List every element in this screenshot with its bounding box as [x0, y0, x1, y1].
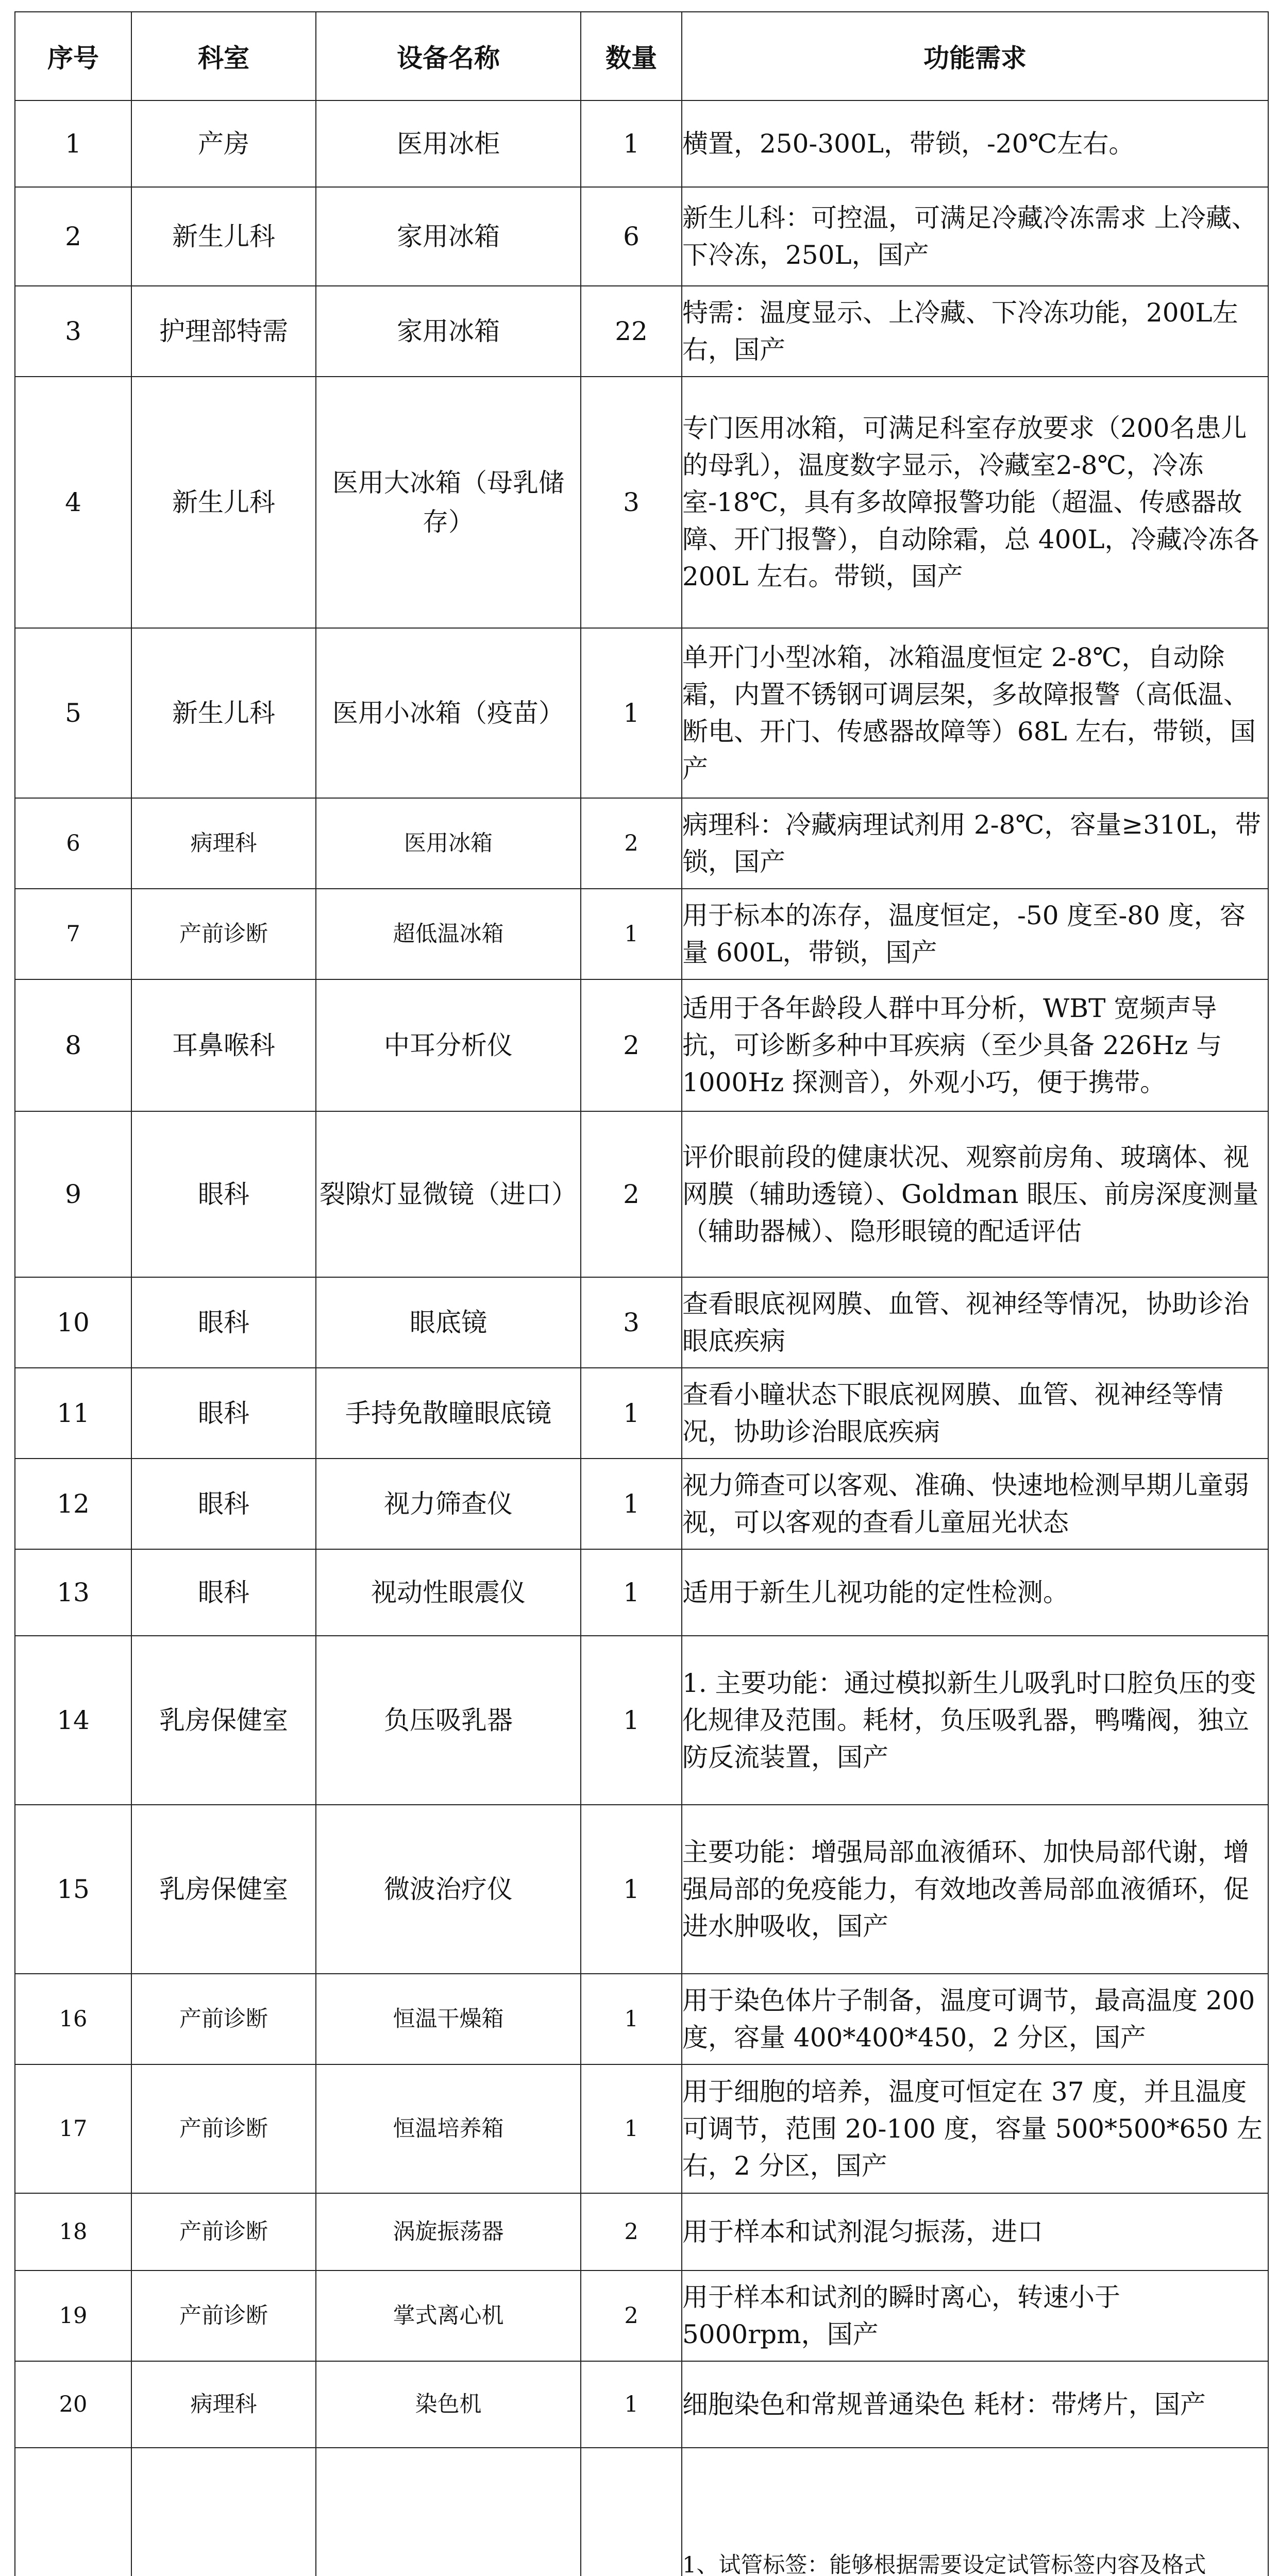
function-line: 1、试管标签：能够根据需要设定试管标签内容及格式: [682, 2552, 1206, 2576]
row-dept: 病理科: [131, 2361, 316, 2448]
row-function: 查看眼底视网膜、血管、视神经等情况，协助诊治眼底疾病: [682, 1277, 1268, 1368]
row-function: 用于细胞的培养，温度可恒定在 37 度，并且温度可调节，范围 20-100 度，容量 500*500*650 左右，2 分区，国产: [682, 2064, 1268, 2193]
row-qty: 1: [581, 628, 682, 798]
table-row: [15, 1805, 1268, 1974]
row-function: 专门医用冰箱，可满足科室存放要求（200名患儿的母乳），温度数字显示，冷藏室2-8℃，冷冻室-18℃，具有多故障报警功能（超温、传感器故障、开门报警），自动除霜，总 400L，冷藏冷冻各 200L 左右。带锁，国产: [682, 377, 1268, 628]
row-no: 18: [15, 2193, 131, 2270]
table-row: [15, 377, 1268, 628]
header-no: 序号: [15, 12, 131, 100]
row-qty: 1: [581, 100, 682, 187]
row-qty: 2: [581, 2193, 682, 2270]
row-no: 5: [15, 628, 131, 798]
row-equipment-name: 恒温干燥箱: [316, 1974, 581, 2064]
row-equipment-name: 掌式离心机: [316, 2270, 581, 2361]
row-dept: 眼科: [131, 1549, 316, 1636]
table-row: [15, 628, 1268, 798]
table-row: [15, 2361, 1268, 2448]
row-function: 用于样本和试剂混匀振荡，进口: [682, 2193, 1268, 2270]
row-no: 1: [15, 100, 131, 187]
table-row: [15, 1549, 1268, 1636]
row-no: 20: [15, 2361, 131, 2448]
row-function: 评价眼前段的健康状况、观察前房角、玻璃体、视网膜（辅助透镜）、Goldman 眼压、前房深度测量（辅助器械）、隐形眼镜的配适评估: [682, 1111, 1268, 1277]
row-dept: 耳鼻喉科: [131, 979, 316, 1111]
header-qty: 数量: [581, 12, 682, 100]
row-equipment-name: 涡旋振荡器: [316, 2193, 581, 2270]
row-qty: [581, 2448, 682, 2576]
row-no: 6: [15, 798, 131, 889]
row-qty: 3: [581, 377, 682, 628]
row-equipment-name: 视动性眼震仪: [316, 1549, 581, 1636]
row-dept: 病理科: [131, 798, 316, 889]
row-dept: 产前诊断: [131, 2270, 316, 2361]
row-function: 用于染色体片子制备，温度可调节，最高温度 200 度，容量 400*400*450，2 分区，国产: [682, 1974, 1268, 2064]
table-row: [15, 1368, 1268, 1459]
header-func: 功能需求: [682, 12, 1268, 100]
row-no: 4: [15, 377, 131, 628]
row-qty: 1: [581, 1805, 682, 1974]
row-dept: 新生儿科: [131, 187, 316, 286]
row-no: 17: [15, 2064, 131, 2193]
row-qty: 3: [581, 1277, 682, 1368]
table-row: [15, 1459, 1268, 1549]
row-equipment-name: 眼底镜: [316, 1277, 581, 1368]
row-function: 单开门小型冰箱，冰箱温度恒定 2-8℃，自动除霜，内置不锈钢可调层架，多故障报警（高低温、断电、开门、传感器故障等）68L 左右，带锁，国产: [682, 628, 1268, 798]
row-function: 1. 主要功能：通过模拟新生儿吸乳时口腔负压的变化规律及范围。耗材，负压吸乳器，鸭嘴阀，独立防反流装置，国产: [682, 1636, 1268, 1805]
row-dept: 产前诊断: [131, 889, 316, 979]
row-qty: 2: [581, 798, 682, 889]
row-qty: 2: [581, 2270, 682, 2361]
table-row: [15, 286, 1268, 377]
row-qty: 22: [581, 286, 682, 377]
row-equipment-name: 中耳分析仪: [316, 979, 581, 1111]
row-equipment-name: 手持免散瞳眼底镜: [316, 1368, 581, 1459]
row-no: [15, 2448, 131, 2576]
row-equipment-name: 微波治疗仪: [316, 1805, 581, 1974]
row-no: 2: [15, 187, 131, 286]
row-dept: 眼科: [131, 1277, 316, 1368]
table-row: [15, 1277, 1268, 1368]
row-no: 9: [15, 1111, 131, 1277]
row-dept: 产房: [131, 100, 316, 187]
row-dept: [131, 2448, 316, 2576]
row-function: 适用于各年龄段人群中耳分析，WBT 宽频声导抗，可诊断多种中耳疾病（至少具备 226Hz 与 1000Hz 探测音），外观小巧，便于携带。: [682, 979, 1268, 1111]
row-equipment-name: 医用小冰箱（疫苗）: [316, 628, 581, 798]
row-equipment-name: 裂隙灯显微镜（进口）: [316, 1111, 581, 1277]
table-row: [15, 1111, 1268, 1277]
row-function: 查看小瞳状态下眼底视网膜、血管、视神经等情况，协助诊治眼底疾病: [682, 1368, 1268, 1459]
row-qty: 1: [581, 889, 682, 979]
row-equipment-name: 家用冰箱: [316, 187, 581, 286]
row-function: 特需：温度显示、上冷藏、下冷冻功能，200L左右，国产: [682, 286, 1268, 377]
row-qty: 1: [581, 1368, 682, 1459]
row-no: 14: [15, 1636, 131, 1805]
row-function: 视力筛查可以客观、准确、快速地检测早期儿童弱视，可以客观的查看儿童屈光状态: [682, 1459, 1268, 1549]
row-function: 适用于新生儿视功能的定性检测。: [682, 1549, 1268, 1636]
row-dept: 新生儿科: [131, 377, 316, 628]
table-row: [15, 100, 1268, 187]
row-dept: 眼科: [131, 1111, 316, 1277]
row-no: 15: [15, 1805, 131, 1974]
row-function: 用于标本的冻存，温度恒定，-50 度至-80 度，容量 600L，带锁，国产: [682, 889, 1268, 979]
table-row: [15, 1636, 1268, 1805]
row-dept: 眼科: [131, 1459, 316, 1549]
row-qty: 2: [581, 979, 682, 1111]
row-dept: 护理部特需: [131, 286, 316, 377]
row-equipment-name: 视力筛查仪: [316, 1459, 581, 1549]
row-equipment-name: 负压吸乳器: [316, 1636, 581, 1805]
row-function: 用于样本和试剂的瞬时离心，转速小于 5000rpm，国产: [682, 2270, 1268, 2361]
row-qty: 1: [581, 2361, 682, 2448]
row-equipment-name: 恒温培养箱: [316, 2064, 581, 2193]
header-dept: 科室: [131, 12, 316, 100]
row-dept: 产前诊断: [131, 2193, 316, 2270]
table-row: [15, 2193, 1268, 2270]
row-dept: 产前诊断: [131, 1974, 316, 2064]
row-dept: 新生儿科: [131, 628, 316, 798]
row-function: [682, 2448, 1268, 2576]
table-row: [15, 2448, 1268, 2576]
row-no: 11: [15, 1368, 131, 1459]
row-function: 病理科：冷藏病理试剂用 2-8℃，容量≥310L，带锁，国产: [682, 798, 1268, 889]
row-no: 10: [15, 1277, 131, 1368]
row-dept: 产前诊断: [131, 2064, 316, 2193]
row-qty: 1: [581, 1636, 682, 1805]
row-equipment-name: 超低温冰箱: [316, 889, 581, 979]
table-row: [15, 889, 1268, 979]
row-function: 横置，250-300L，带锁，-20℃左右。: [682, 100, 1268, 187]
row-equipment-name: 家用冰箱: [316, 286, 581, 377]
table-row: [15, 1974, 1268, 2064]
row-equipment-name: 医用大冰箱（母乳储存）: [316, 377, 581, 628]
table-row: [15, 2064, 1268, 2193]
row-qty: 2: [581, 1111, 682, 1277]
row-no: 16: [15, 1974, 131, 2064]
table-row: [15, 187, 1268, 286]
table-row: [15, 2270, 1268, 2361]
row-equipment-name: [316, 2448, 581, 2576]
header-name: 设备名称: [316, 12, 581, 100]
row-qty: 1: [581, 1974, 682, 2064]
row-qty: 1: [581, 2064, 682, 2193]
row-qty: 1: [581, 1459, 682, 1549]
row-equipment-name: 染色机: [316, 2361, 581, 2448]
equipment-requirements-table: [14, 11, 1269, 2576]
row-qty: 6: [581, 187, 682, 286]
row-dept: 乳房保健室: [131, 1636, 316, 1805]
row-function: 主要功能：增强局部血液循环、加快局部代谢，增强局部的免疫能力，有效地改善局部血液循环，促进水肿吸收，国产: [682, 1805, 1268, 1974]
row-equipment-name: 医用冰柜: [316, 100, 581, 187]
row-no: 19: [15, 2270, 131, 2361]
table-row: [15, 979, 1268, 1111]
table-header-row: [15, 12, 1268, 100]
row-no: 7: [15, 889, 131, 979]
row-equipment-name: 医用冰箱: [316, 798, 581, 889]
row-dept: 乳房保健室: [131, 1805, 316, 1974]
row-qty: 1: [581, 1549, 682, 1636]
row-no: 12: [15, 1459, 131, 1549]
row-dept: 眼科: [131, 1368, 316, 1459]
row-function: 新生儿科：可控温，可满足冷藏冷冻需求 上冷藏、下冷冻，250L，国产: [682, 187, 1268, 286]
row-no: 3: [15, 286, 131, 377]
table-row: [15, 798, 1268, 889]
row-no: 13: [15, 1549, 131, 1636]
row-no: 8: [15, 979, 131, 1111]
row-function: 细胞染色和常规普通染色 耗材：带烤片，国产: [682, 2361, 1268, 2448]
